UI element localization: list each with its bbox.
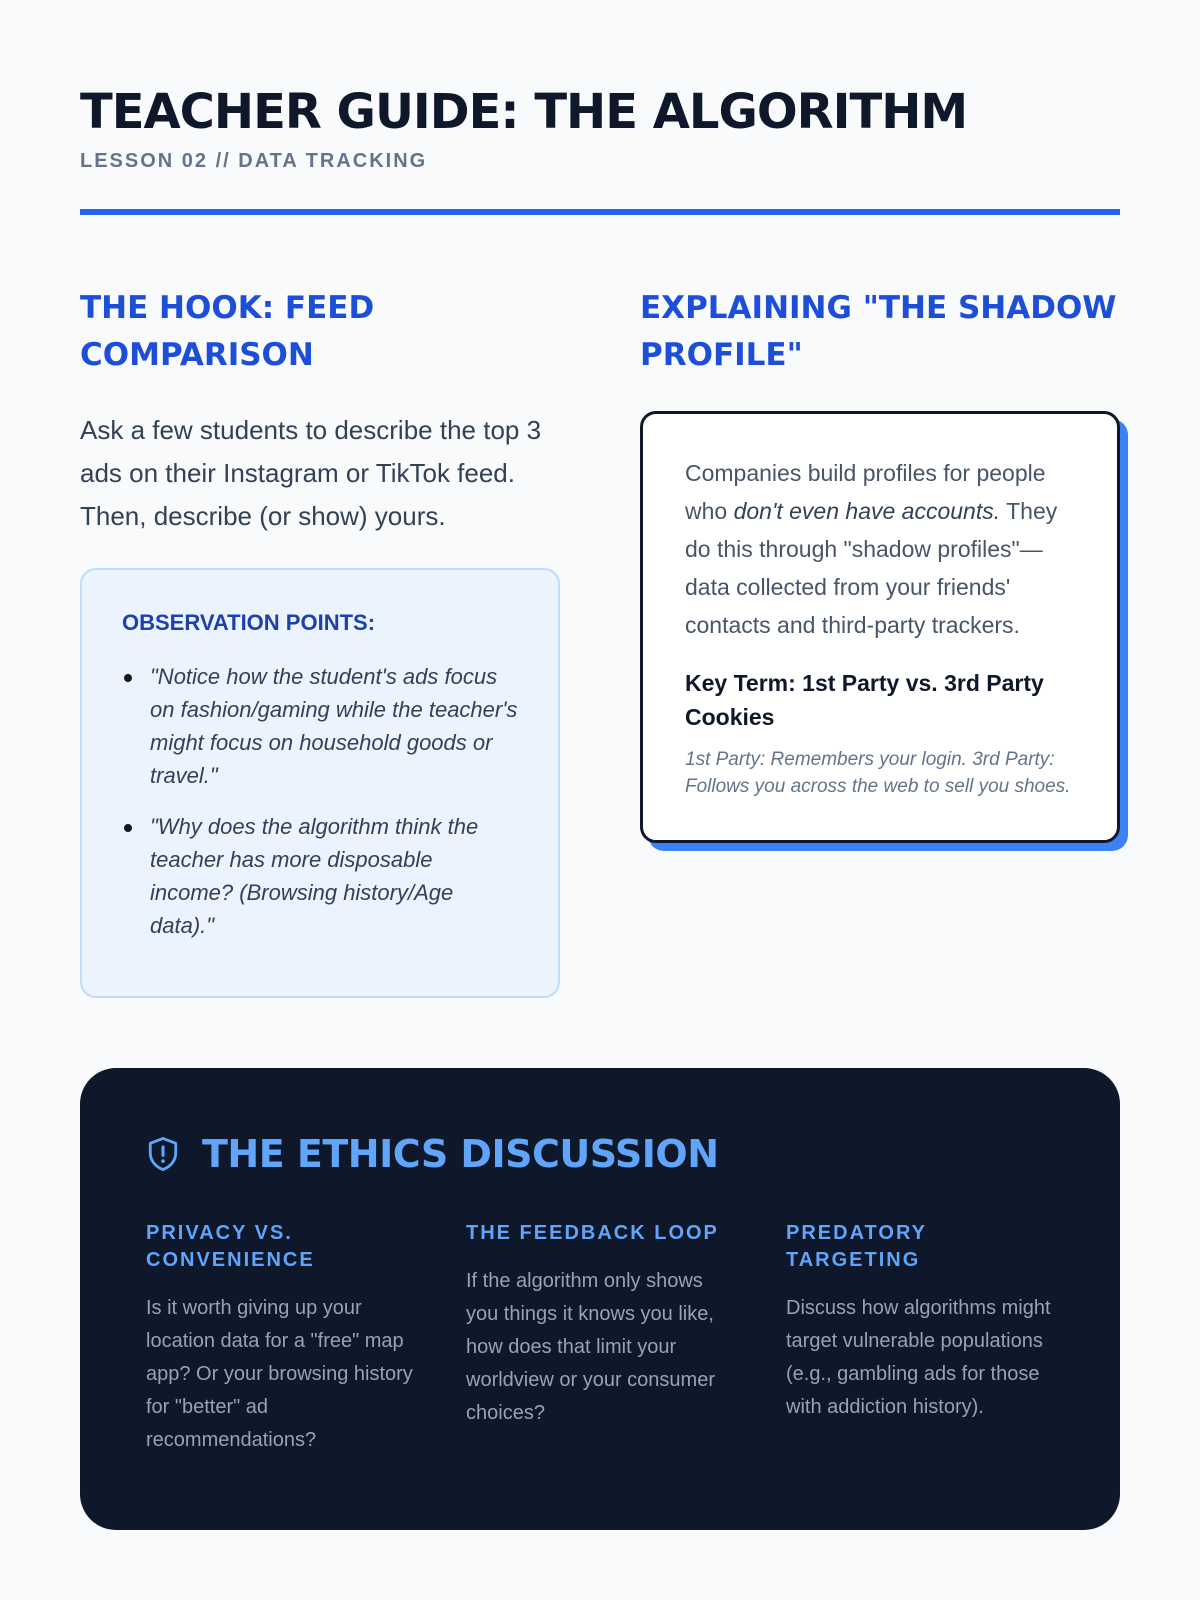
key-term-title: Key Term: 1st Party vs. 3rd Party Cookies <box>685 670 1044 730</box>
shadow-profile-card <box>640 411 1120 843</box>
observation-box <box>80 568 560 998</box>
observation-title: OBSERVATION POINTS: <box>122 610 376 635</box>
header-divider <box>80 209 1120 215</box>
page-header <box>80 0 1120 215</box>
shadow-text-part: They do this through "shadow profiles"—data collected from your friends' contacts and third-party trackers. <box>685 498 1058 638</box>
hook-text: Ask a few students to describe the top 3 ads on their Instagram or TikTok feed. Then, describe (or show) yours. <box>80 415 542 531</box>
hook-section <box>80 285 560 998</box>
ethics-column-title: PREDATORY TARGETING <box>786 1222 927 1271</box>
ethics-column-privacy <box>146 1220 414 1457</box>
ethics-column-title: THE FEEDBACK LOOP <box>466 1222 719 1244</box>
ethics-column-text: Discuss how algorithms might target vulnerable populations (e.g., gambling ads for those with addiction history). <box>786 1297 1051 1418</box>
hook-title: THE HOOK: FEED COMPARISON <box>80 290 375 373</box>
content-columns <box>80 285 1120 998</box>
ethics-header <box>146 1132 1054 1176</box>
ethics-columns <box>146 1220 1054 1457</box>
key-term-description: 1st Party: Remembers your login. 3rd Party: Follows you across the web to sell you shoes. <box>685 749 1071 797</box>
observation-list <box>122 660 518 942</box>
shadow-profile-title: EXPLAINING "THE SHADOW PROFILE" <box>640 290 1117 373</box>
ethics-panel <box>80 1068 1120 1530</box>
page-subtitle: LESSON 02 // DATA TRACKING <box>80 150 428 172</box>
shadow-profile-section <box>640 285 1120 998</box>
shadow-text-emphasis: don't even have accounts. <box>733 498 1001 524</box>
shield-alert-icon <box>146 1135 180 1173</box>
ethics-column-text: Is it worth giving up your location data for a "free" map app? Or your browsing history for "better" ad recommendations? <box>146 1297 413 1451</box>
observation-item: "Notice how the student's ads focus on fashion/gaming while the teacher's might focus on household goods or travel." <box>122 660 518 792</box>
ethics-column-title: PRIVACY VS. CONVENIENCE <box>146 1222 315 1271</box>
shadow-text-part: Companies build profiles for people who <box>685 460 1046 524</box>
shadow-profile-text <box>685 454 1077 644</box>
ethics-title: THE ETHICS DISCUSSION <box>202 1132 719 1176</box>
ethics-column-feedback-loop <box>466 1220 734 1457</box>
observation-item: "Why does the algorithm think the teacher has more disposable income? (Browsing history/Age data)." <box>122 810 518 942</box>
ethics-column-predatory <box>786 1220 1054 1457</box>
ethics-column-text: If the algorithm only shows you things it knows you like, how does that limit your worldview or your consumer choices? <box>466 1270 715 1424</box>
page-title: TEACHER GUIDE: THE ALGORITHM <box>80 84 968 140</box>
